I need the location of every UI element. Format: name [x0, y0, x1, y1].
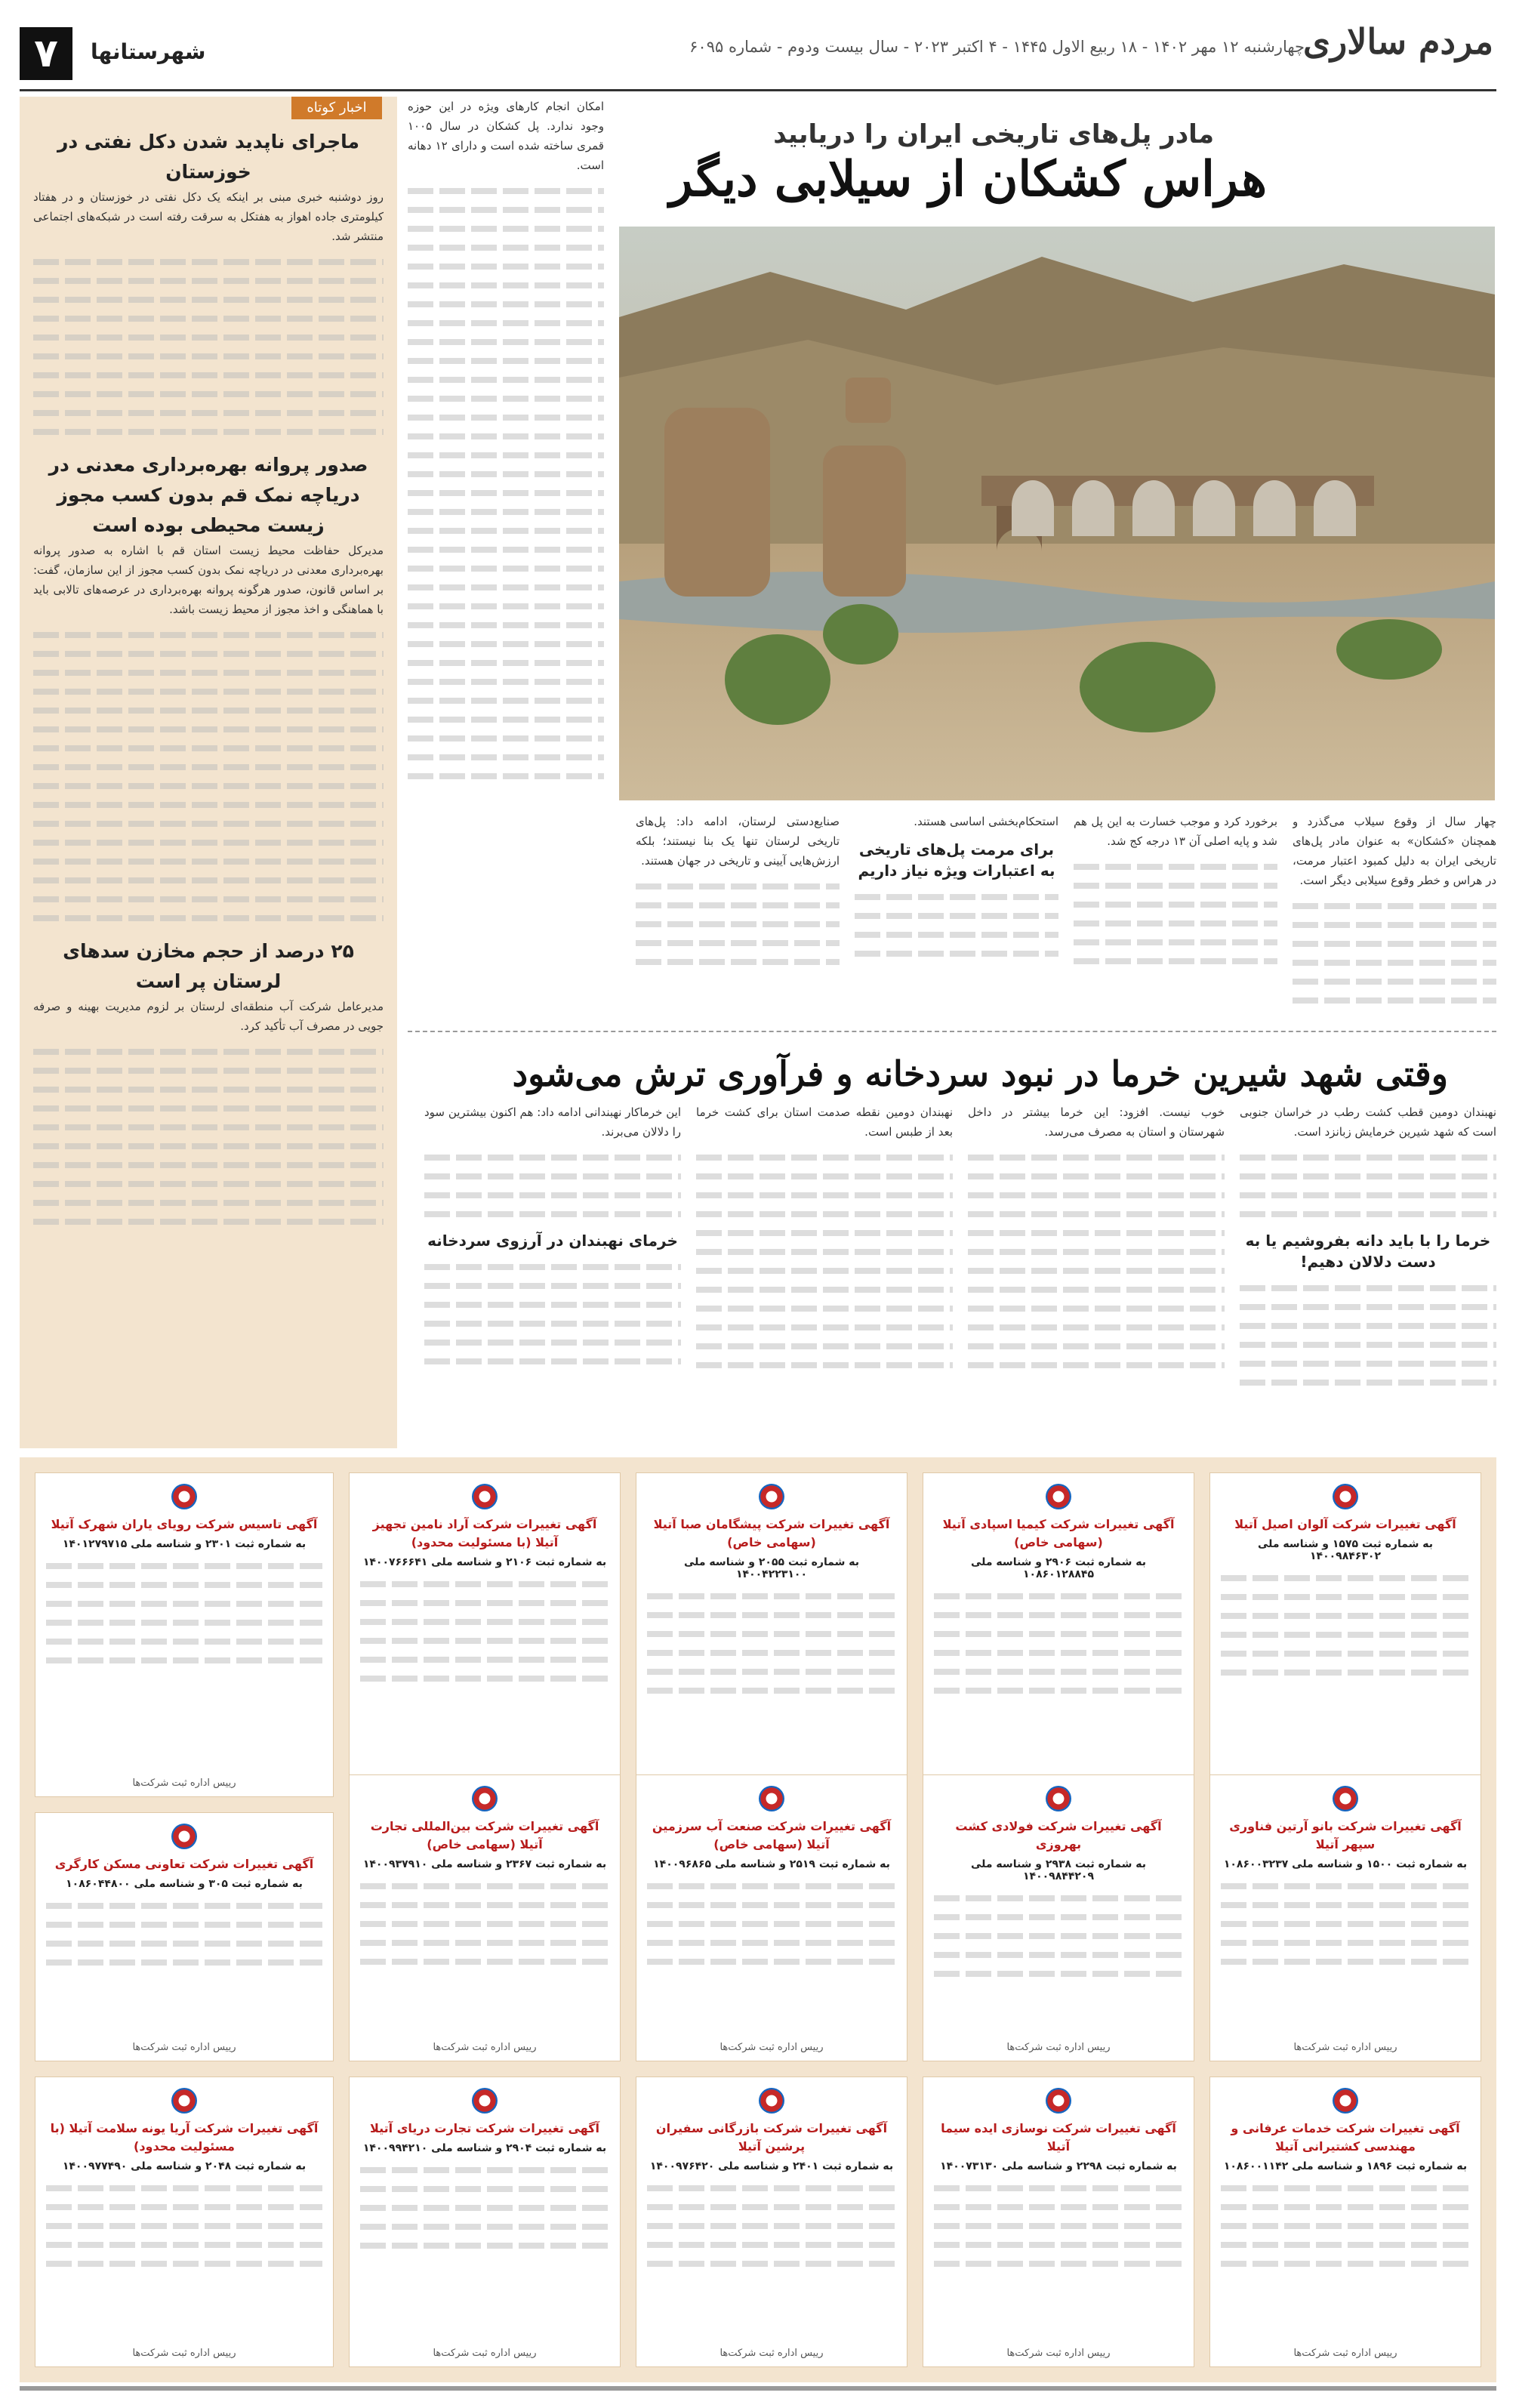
- notice-title: آگهی تغییرات شرکت آراد نامین تجهیز آتیلا (با مسئولیت محدود): [372, 1517, 597, 1549]
- page-number: ۷: [20, 27, 72, 80]
- brief-body: روز دوشنبه خبری مبنی بر اینکه یک دکل نفتی در خوزستان و در هفتاد کیلومتری جاده اهواز به هفتکل به سرقت رفته است در شبکه‌های اجتماعی منتشر شد.: [33, 190, 384, 243]
- notice-signature: رییس اداره ثبت شرکت‌ها: [1006, 2348, 1111, 2359]
- legal-notice: [1209, 2077, 1481, 2367]
- registry-emblem-icon: [472, 1484, 498, 1509]
- legal-notice: [349, 1472, 621, 1797]
- brief-title: ۲۵ درصد از حجم مخازن سدهای لرستان پر است: [63, 940, 354, 992]
- notice-title: آگهی تغییرات شرکت صنعت آب سرزمین آتیلا (سهامی خاص): [652, 1819, 892, 1851]
- legal-notice: [923, 1774, 1194, 2061]
- notice-signature: رییس اداره ثبت شرکت‌ها: [132, 2348, 236, 2359]
- notice-title: آگهی تغییرات شرکت نوسازی ایده سیما آتیلا: [941, 2121, 1176, 2154]
- notice-signature: رییس اداره ثبت شرکت‌ها: [433, 2042, 537, 2053]
- story-kicker: مادر پل‌های تاریخی ایران را دریابید: [773, 119, 1214, 150]
- story-column-4: [636, 812, 840, 1016]
- story-column-2: [1074, 812, 1277, 1016]
- newspaper-logo: مردم سالاری: [1302, 21, 1493, 62]
- notice-title: آگهی تغییرات شرکت تعاونی مسکن کارگری: [54, 1857, 314, 1871]
- page-footer-rule: [20, 2386, 1496, 2391]
- notice-registration: به شماره ثبت ۲۹۳۸ و شناسه ملی ۱۴۰۰۹۸۴۴۲۰۹: [971, 1858, 1146, 1882]
- notice-signature: رییس اداره ثبت شرکت‌ها: [132, 1777, 236, 1789]
- second-story-headline: وقتی شهد شیرین خرما در نبود سردخانه و فرآوری ترش می‌شود: [512, 1053, 1448, 1094]
- legal-notice: [349, 2077, 621, 2367]
- notice-registration: به شماره ثبت ۲۳۰۱ و شناسه ملی ۱۴۰۱۲۷۹۷۱۵: [62, 1538, 307, 1550]
- bridge-photo: [619, 227, 1495, 800]
- registry-emblem-icon: [759, 2088, 784, 2114]
- registry-emblem-icon: [171, 1824, 197, 1849]
- notice-signature: رییس اداره ثبت شرکت‌ها: [1006, 2042, 1111, 2053]
- notice-registration: به شماره ثبت ۱۸۹۶ و شناسه ملی ۱۰۸۶۰۰۱۱۴۲: [1223, 2160, 1468, 2172]
- registry-emblem-icon: [1046, 1484, 1071, 1509]
- story-column-3: [855, 812, 1058, 1016]
- second-story-column-2: [968, 1102, 1225, 1450]
- notice-registration: به شماره ثبت ۲۹۰۴ و شناسه ملی ۱۴۰۰۹۹۴۲۱۰: [362, 2142, 607, 2154]
- notice-title: آگهی تغییرات شرکت پیشگامان صبا آتیلا (سهامی خاص): [653, 1517, 890, 1549]
- notice-signature: رییس اداره ثبت شرکت‌ها: [1293, 2042, 1397, 2053]
- notice-registration: به شماره ثبت ۲۳۶۷ و شناسه ملی ۱۴۰۰۹۳۷۹۱۰: [362, 1858, 607, 1870]
- registry-emblem-icon: [1333, 2088, 1358, 2114]
- registry-emblem-icon: [759, 1786, 784, 1811]
- story-paragraph: استحکام‌بخشی اساسی هستند.: [914, 815, 1058, 828]
- registry-emblem-icon: [1333, 1786, 1358, 1811]
- story-column-1: [1293, 812, 1496, 1016]
- story-divider: [408, 1031, 1496, 1032]
- notice-title: آگهی تغییرات شرکت تجارت دریای آتیلا: [369, 2121, 600, 2135]
- story-subheading: خرمای نهبندان در آرزوی سردخانه: [427, 1232, 678, 1250]
- legal-notice: [35, 1472, 334, 1797]
- registry-emblem-icon: [472, 1786, 498, 1811]
- notice-signature: رییس اداره ثبت شرکت‌ها: [719, 2348, 824, 2359]
- story-paragraph: امکان انجام کارهای ویژه در این حوزه وجود ندارد. پل کشکان در سال ۱۰۰۵ قمری ساخته شده است و دارای ۱۲ دهانه است.: [408, 100, 604, 172]
- notice-title: آگهی تغییرات شرکت خدمات عرفانی و مهندسی کشتیرانی آتیلا: [1231, 2121, 1460, 2154]
- legal-notice: [923, 2077, 1194, 2367]
- story-column-middle: [408, 97, 604, 1018]
- brief-body: مدیرکل حفاظت محیط زیست استان قم با اشاره به صدور پروانه بهره‌برداری معدنی در دریاچه نمک بدون کسب مجوز از این سازمان، گفت: بر اساس قانون، صدور هرگونه پروانه بهره‌برداری در عرصه‌های تالابی باید با هماهنگی و اخذ مجوز از محیط زیست باشد.: [33, 544, 384, 616]
- brief-title: ماجرای ناپدید شدن دکل نفتی در خوزستان: [57, 131, 359, 183]
- legal-notice: [1209, 1774, 1481, 2061]
- dateline: چهارشنبه ۱۲ مهر ۱۴۰۲ - ۱۸ ربیع الاول ۱۴۴۵ - ۴ اکتبر ۲۰۲۳ - سال بیست ودوم - شماره ۶۰۹۵: [689, 38, 1305, 56]
- registry-emblem-icon: [759, 1484, 784, 1509]
- news-briefs-sidebar: [20, 97, 397, 1448]
- registry-emblem-icon: [1046, 2088, 1071, 2114]
- notice-registration: به شماره ثبت ۲۵۱۹ و شناسه ملی ۱۴۰۰۹۶۸۶۵: [653, 1858, 890, 1870]
- story-subheading: خرما را با باید دانه بفروشیم یا به دست دلالان دهیم!: [1245, 1232, 1491, 1271]
- notice-title: آگهی تغییرات شرکت فولادی کشت بهروزی: [955, 1819, 1162, 1851]
- legal-notice: [349, 1774, 621, 2061]
- story-paragraph: صنایع‌دستی لرستان، ادامه داد: پل‌های تاریخی لرستان تنها یک بنا نیستند؛ بلکه ارزش‌هایی آیینی و تاریخی در جهان هستند.: [636, 815, 840, 868]
- notice-title: آگهی تغییرات شرکت بازرگانی سفیران پرشین آتیلا: [655, 2121, 888, 2154]
- notice-title: آگهی تغییرات شرکت کیمیا اسپادی آتیلا (سهامی خاص): [942, 1517, 1175, 1549]
- notice-registration: به شماره ثبت ۲۲۹۸ و شناسه ملی ۱۴۰۰۷۳۱۳۰: [940, 2160, 1177, 2172]
- masthead: [0, 0, 1516, 91]
- notice-title: آگهی تغییرات شرکت آریا یونه سلامت آتیلا (با مسئولیت محدود): [50, 2121, 319, 2154]
- notice-registration: به شماره ثبت ۲۴۰۱ و شناسه ملی ۱۴۰۰۹۷۶۴۲۰: [649, 2160, 894, 2172]
- story-paragraph: نهبندان دومین نقطه صدمت استان برای کشت خرما بعد از طبس است.: [696, 1105, 953, 1139]
- legal-notice: [636, 2077, 907, 2367]
- notice-title: آگهی تغییرات شرکت آلوان اصیل آتیلا: [1234, 1517, 1456, 1531]
- notice-signature: رییس اداره ثبت شرکت‌ها: [433, 2348, 537, 2359]
- story-paragraph: برخورد کرد و موجب خسارت به این پل هم شد و پایه اصلی آن ۱۳ درجه کج شد.: [1074, 815, 1277, 848]
- notice-registration: به شماره ثبت ۱۵۰۰ و شناسه ملی ۱۰۸۶۰۰۳۲۳۷: [1223, 1858, 1468, 1870]
- story-subheading: برای مرمت پل‌های تاریخی به اعتبارات ویژه نیاز داریم: [858, 840, 1055, 880]
- notice-signature: رییس اداره ثبت شرکت‌ها: [1293, 2348, 1397, 2359]
- second-story-column-4: [424, 1102, 681, 1450]
- registry-emblem-icon: [472, 2088, 498, 2114]
- legal-notice: [35, 1812, 334, 2061]
- notice-registration: به شماره ثبت ۲۰۴۸ و شناسه ملی ۱۴۰۰۹۷۷۴۹۰: [62, 2160, 307, 2172]
- notice-registration: به شماره ثبت ۱۵۷۵ و شناسه ملی ۱۴۰۰۹۸۴۶۳۰۲: [1258, 1538, 1433, 1562]
- legal-notice: [1209, 1472, 1481, 1797]
- notice-registration: به شماره ثبت ۲۹۰۶ و شناسه ملی ۱۰۸۶۰۱۲۸۸۴۵: [971, 1556, 1146, 1580]
- notice-signature: رییس اداره ثبت شرکت‌ها: [719, 2042, 824, 2053]
- story-paragraph: چهار سال از وقوع سیلاب می‌گذرد و همچنان «کشکان» به عنوان مادر پل‌های تاریخی ایران به دلیل کمبود اعتبار مرمت، در هراس و خطر وقوع سیلابی دیگر است.: [1293, 815, 1496, 887]
- brief-body: مدیرعامل شرکت آب منطقه‌ای لرستان بر لزوم مدیریت بهینه و صرفه جویی در مصرف آب تأکید کرد.: [33, 1000, 384, 1033]
- notice-title: آگهی تغییرات شرکت بین‌المللی تجارت آتیلا (سهامی خاص): [370, 1819, 599, 1851]
- notice-signature: رییس اداره ثبت شرکت‌ها: [132, 2042, 236, 2053]
- brief-title: صدور پروانه بهره‌برداری معدنی در دریاچه نمک قم بدون کسب مجوز زیست محیطی بوده است: [48, 454, 368, 536]
- second-story-column-1: [1240, 1102, 1496, 1450]
- story-headline: هراس کشکان از سیلابی دیگر: [669, 151, 1267, 208]
- story-paragraph: خوب نیست. افزود: این خرما بیشتر در داخل شهرستان و استان به مصرف می‌رسد.: [968, 1105, 1225, 1139]
- notice-title: آگهی تاسیس شرکت رویای یاران شهرک آتیلا: [51, 1517, 318, 1531]
- legal-notice: [636, 1774, 907, 2061]
- notice-registration: به شماره ثبت ۲۰۵۵ و شناسه ملی ۱۴۰۰۴۲۲۳۱۰۰: [684, 1556, 859, 1580]
- second-story-column-3: [696, 1102, 953, 1450]
- registry-emblem-icon: [171, 2088, 197, 2114]
- registry-emblem-icon: [1333, 1484, 1358, 1509]
- legal-notices-section: [20, 1457, 1496, 2382]
- legal-notice: [923, 1472, 1194, 1797]
- notice-title: آگهی تغییرات شرکت بانو آرتین فناوری سپهر آتیلا: [1229, 1819, 1462, 1851]
- briefs-label: اخبار کوتاه: [291, 97, 382, 119]
- masthead-rule: [20, 89, 1496, 91]
- registry-emblem-icon: [171, 1484, 197, 1509]
- story-paragraph: نهبندان دومین قطب کشت رطب در خراسان جنوبی است که شهد شیرین خرمایش زبانزد است.: [1240, 1105, 1496, 1139]
- story-paragraph: این خرماکار نهبندانی ادامه داد: هم اکنون بیشترین سود را دلالان می‌برند.: [424, 1105, 681, 1139]
- section-name: شهرستانها: [91, 39, 206, 64]
- legal-notice: [636, 1472, 907, 1797]
- registry-emblem-icon: [1046, 1786, 1071, 1811]
- legal-notice: [35, 2077, 334, 2367]
- notice-registration: به شماره ثبت ۲۱۰۶ و شناسه ملی ۱۴۰۰۷۶۶۶۴۱: [362, 1556, 607, 1568]
- notice-registration: به شماره ثبت ۳۰۵ و شناسه ملی ۱۰۸۶۰۴۴۸۰۰: [66, 1878, 303, 1890]
